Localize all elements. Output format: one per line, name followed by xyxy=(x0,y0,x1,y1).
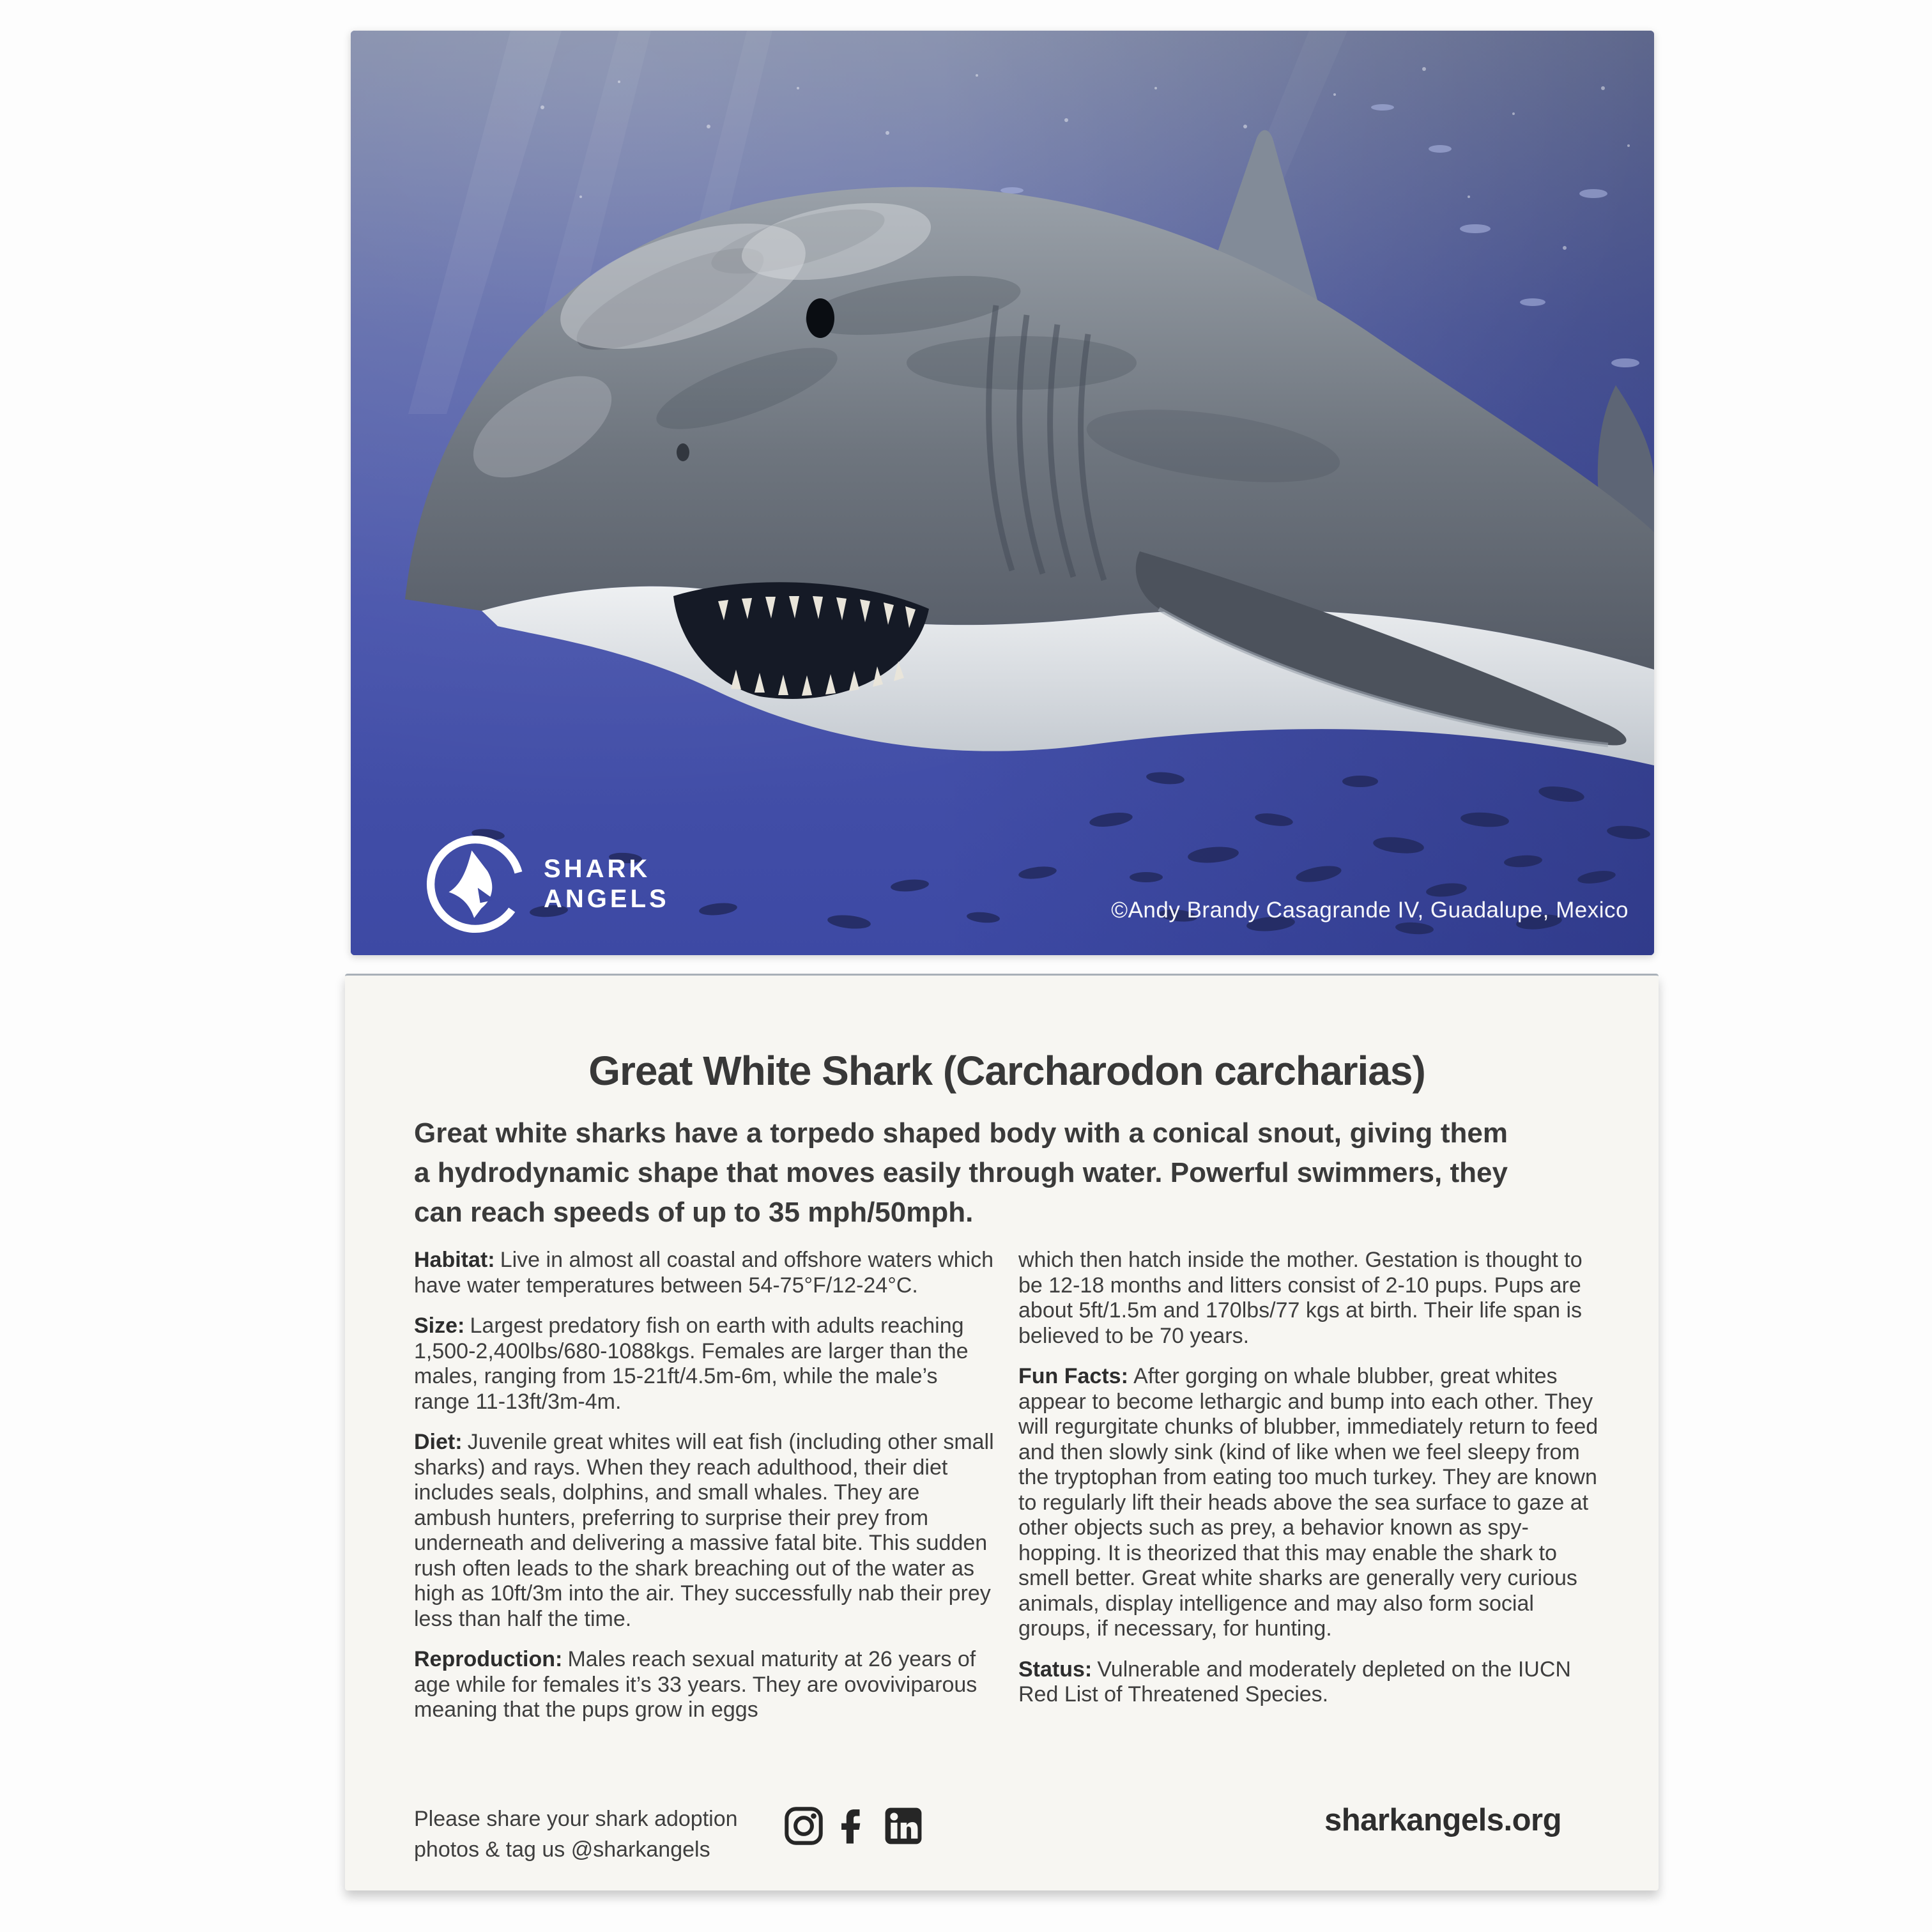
habitat-label: Habitat: xyxy=(414,1248,495,1272)
shark-eye xyxy=(806,298,834,338)
status-label: Status: xyxy=(1018,1657,1092,1682)
card-footer xyxy=(414,1804,1561,1865)
body-columns xyxy=(414,1248,1600,1738)
logo-text xyxy=(544,854,670,914)
logo-line1: SHARK xyxy=(544,855,651,883)
shark-angels-logo-icon xyxy=(421,830,530,939)
reproduction-continued-text: which then hatch inside the mother. Gestation is thought to be 12-18 months and litters consist of 2-10 pups. Pups are about 5ft/1.5m and 170lbs/77 kgs at birth. Their life span is believed to be 70 years. xyxy=(1018,1248,1583,1348)
section-fun-facts xyxy=(1018,1364,1600,1642)
status-text: Vulnerable and moderately depleted on the IUCN Red List of Threatened Species. xyxy=(1018,1657,1571,1706)
logo-line2: ANGELS xyxy=(544,885,670,913)
share-line1: Please share your shark adoption xyxy=(414,1807,738,1831)
section-status xyxy=(1018,1657,1600,1708)
section-habitat xyxy=(414,1248,995,1298)
right-column xyxy=(1018,1248,1600,1738)
photo-credit: ©Andy Brandy Casagrande IV, Guadalupe, Mexico xyxy=(1111,898,1629,923)
social-icons xyxy=(784,1806,923,1846)
shark-photo-illustration xyxy=(351,31,1654,955)
intro-paragraph: Great white sharks have a torpedo shaped body with a conical snout, giving them a hydrodynamic shape that moves easily through water. Powerful swimmers, they can reach speeds of up to 35 mph/50mph. xyxy=(414,1117,1508,1228)
section-size xyxy=(414,1314,995,1414)
website-link: sharkangels.org xyxy=(1324,1803,1561,1837)
reproduction-text: Males reach sexual maturity at 26 years of age while for females it’s 33 years. They are ovoviviparous meaning that the pups grow in eggs xyxy=(414,1647,977,1722)
share-line2: photos & tag us @sharkangels xyxy=(414,1837,710,1862)
fun-facts-label: Fun Facts: xyxy=(1018,1364,1128,1388)
diet-text: Juvenile great whites will eat fish (including other small sharks) and rays. When they reach adulthood, their diet includes seals, dolphins, and small whales. They are ambush hunters, preferring to surprise their prey from underneath and delivering a massive fatal bite. This sudden rush often leads to the shark breaching out of the water as high as 10ft/3m into the air. They successfully nab their prey less than half the time. xyxy=(414,1430,994,1631)
section-diet xyxy=(414,1430,995,1632)
linkedin-icon xyxy=(884,1806,923,1846)
size-text: Largest predatory fish on earth with adults reaching 1,500-2,400lbs/680-1088kgs. Females are larger than the males, ranging from 15-21ft/4.5m-6m, while the male’s range 11-13ft/3m-4m. xyxy=(414,1314,969,1414)
photo-card xyxy=(351,31,1654,955)
page-title: Great White Shark (Carcharodon carcharias) xyxy=(588,1048,1425,1094)
section-reproduction-continued xyxy=(1018,1248,1600,1349)
fun-facts-text: After gorging on whale blubber, great whites appear to become lethargic and bump into each other. They will regurgitate chunks of blubber, immediately return to feed and then slowly sink (kind of like when we feel sleepy from the tryptophan from eating too much turkey. They are known to regularly lift their heads above the sea surface to gaze at other objects such as prey, a behavior known as spy-hopping. It is theorized that this may enable the shark to smell better. Great white sharks are generally very curious animals, display intelligence and may also form social groups, if necessary, for hunting. xyxy=(1018,1364,1598,1641)
facebook-icon xyxy=(834,1806,873,1846)
reproduction-label: Reproduction: xyxy=(414,1647,563,1671)
instagram-icon xyxy=(784,1806,824,1846)
info-card xyxy=(345,974,1659,1890)
diet-label: Diet: xyxy=(414,1430,463,1454)
share-text xyxy=(414,1804,738,1865)
habitat-text: Live in almost all coastal and offshore waters which have water temperatures between 54-75°F/12-24°C. xyxy=(414,1248,994,1298)
section-reproduction xyxy=(414,1647,995,1723)
shark-angels-logo xyxy=(421,830,670,939)
shark-nostril xyxy=(677,443,689,461)
size-label: Size: xyxy=(414,1314,465,1338)
left-column xyxy=(414,1248,995,1738)
